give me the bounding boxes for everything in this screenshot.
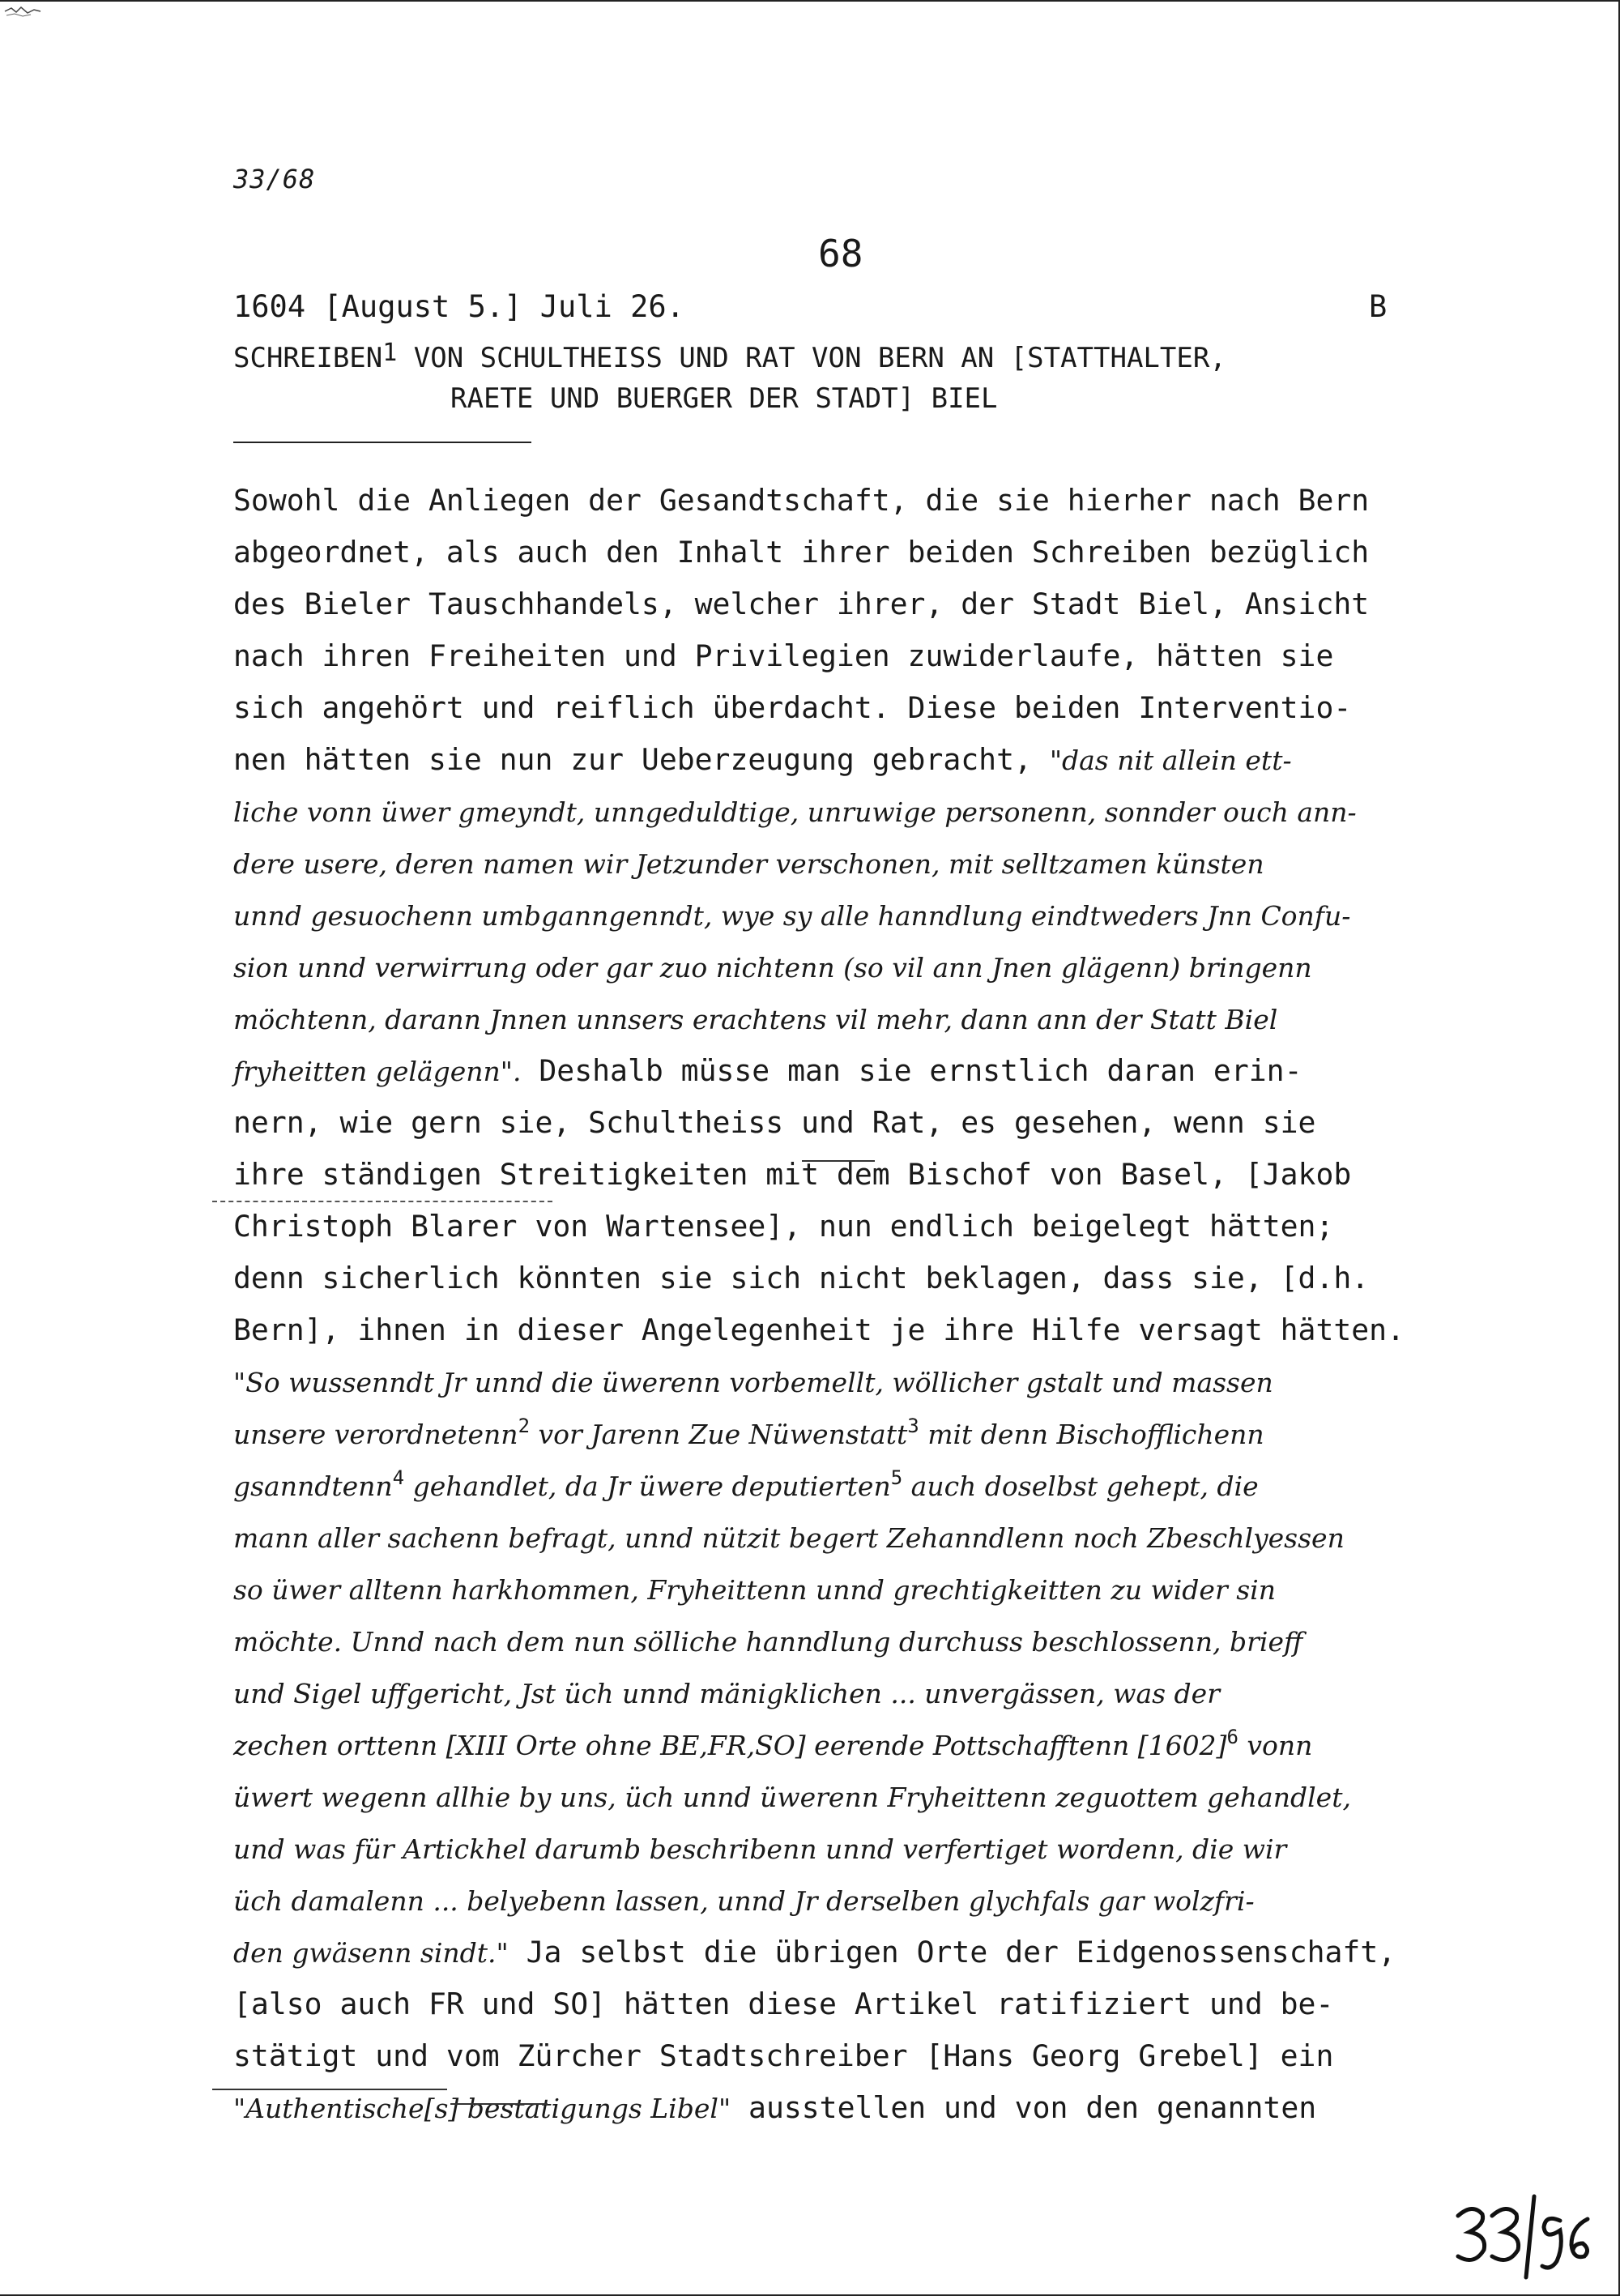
body-line: [233, 1978, 1578, 2030]
quoted-source-text: unsere verordnetenn: [233, 1419, 518, 1450]
heading-line-2: RAETE UND BUERGER DER STADT] BIEL: [450, 382, 998, 415]
scan-corner-mark: [3, 3, 42, 19]
quoted-source-text: und was für Artickhel darumb beschribenn unnd verfertiget wordenn, die wir: [233, 1833, 1287, 1865]
body-text-segment: nen hätten sie nun zur Ueberzeugung gebracht,: [233, 742, 1050, 777]
quoted-source-text: gsanndtenn: [233, 1470, 393, 1502]
body-line: [233, 734, 1578, 786]
footnote-ref: 2: [518, 1415, 531, 1437]
handwritten-page-number: [1450, 2191, 1596, 2281]
body-line: [233, 1719, 1578, 1771]
body-line: [233, 838, 1578, 890]
body-text-segment: Ja selbst die übrigen Orte der Eidgenossenschaft,: [508, 1935, 1396, 1970]
body-line: [233, 2030, 1578, 2082]
body-text-segment: sich angehört und reiflich überdacht. Diese beiden Interventio-: [233, 690, 1352, 725]
archive-reference: 33/68: [233, 164, 316, 194]
footnote-ref: 1: [382, 339, 398, 367]
body-line: [233, 1149, 1578, 1201]
body-text-segment: Sowohl die Anliegen der Gesandtschaft, die sie hierher nach Bern: [233, 483, 1370, 518]
quoted-source-text: dere usere, deren namen wir Jetzunder verschonen, mit selltzamen künsten: [233, 848, 1264, 880]
quoted-source-text: mit denn Bischofflichenn: [919, 1419, 1264, 1450]
body-text: [233, 475, 1578, 2134]
body-line: [233, 786, 1578, 838]
body-line: [233, 630, 1578, 682]
edition-marker: B: [1369, 289, 1388, 324]
document-heading: [233, 339, 1448, 418]
quoted-source-text: den gwäsenn sindt.": [233, 1937, 509, 1969]
body-line: [233, 1823, 1578, 1875]
body-text-segment: nach ihren Freiheiten und Privilegien zuwiderlaufe, hätten sie: [233, 638, 1334, 673]
body-line: [233, 993, 1578, 1045]
body-text-segment: nern, wie gern sie, Schultheiss und Rat, es gesehen, wenn sie: [233, 1105, 1316, 1140]
quoted-source-text: liche vonn üwer gmeyndt, unngeduldtige, unruwige personenn, sonnder ouch ann-: [233, 796, 1357, 828]
heading-rule: [233, 442, 531, 443]
body-line: [233, 1097, 1578, 1149]
body-line: [233, 1771, 1578, 1823]
quoted-source-text: üwert wegenn allhie by uns, üch unnd üwerenn Fryheittenn zeguottem gehandlet,: [233, 1782, 1351, 1813]
body-line: [233, 1408, 1578, 1460]
document-date: 1604 [August 5.] Juli 26.: [233, 289, 684, 324]
body-text-segment: Bern], ihnen in dieser Angelegenheit je ihre Hilfe versagt hätten.: [233, 1312, 1405, 1347]
body-line: [233, 890, 1578, 941]
body-line: [233, 1927, 1578, 1978]
page-number: 68: [818, 232, 863, 275]
footnote-ref: 4: [392, 1466, 405, 1489]
quoted-source-text: gehandlet, da Jr üwere deputierten: [404, 1470, 891, 1502]
body-line: [233, 682, 1578, 734]
scan-artifact-stroke: [212, 1201, 552, 1202]
body-line: [233, 1875, 1578, 1927]
heading-line-1: SCHREIBEN$^1$ VON SCHULTHEISS UND RAT VON BERN AN [STATTHALTER,: [233, 339, 1226, 374]
body-text-segment: ausstellen und von den genannten: [731, 2090, 1317, 2125]
quoted-source-text: "Authentische[s] bestatigungs Libel": [233, 2093, 731, 2124]
quoted-source-text: vor Jarenn Zue Nüwenstatt: [530, 1419, 908, 1450]
footnote-ref: 5: [890, 1466, 903, 1489]
body-line: [233, 578, 1578, 630]
body-line: [233, 1356, 1578, 1408]
body-line: [233, 475, 1578, 527]
footnote-ref: 6: [1226, 1726, 1238, 1748]
body-line: [233, 1564, 1578, 1615]
quoted-source-text: so üwer alltenn harkhommen, Fryheittenn unnd grechtigkeitten zu wider sin: [233, 1574, 1276, 1606]
body-line: [233, 1460, 1578, 1512]
body-line: [233, 1201, 1578, 1253]
quoted-source-text: fryheitten gelägenn".: [233, 1056, 522, 1087]
body-text-segment: [also auch FR und SO] hätten diese Artikel ratifiziert und be-: [233, 1987, 1334, 2021]
date-line: [233, 289, 1400, 330]
body-text-segment: abgeordnet, als auch den Inhalt ihrer beiden Schreiben bezüglich: [233, 535, 1370, 570]
body-text-segment: stätigt und vom Zürcher Stadtschreiber [Hans Georg Grebel] ein: [233, 2038, 1334, 2073]
body-line: [233, 1667, 1578, 1719]
quoted-source-text: unnd gesuochenn umbganngenndt, wye sy alle hanndlung eindtweders Jnn Confu-: [233, 900, 1351, 932]
body-text-segment: des Bieler Tauschhandels, welcher ihrer, der Stadt Biel, Ansicht: [233, 587, 1370, 621]
scan-artifact-stroke: [212, 2089, 447, 2090]
body-text-segment: Christoph Blarer von Wartensee], nun endlich beigelegt hätten;: [233, 1209, 1334, 1244]
body-text-segment: denn sicherlich könnten sie sich nicht beklagen, dass sie, [d.h.: [233, 1261, 1370, 1295]
quoted-source-text: zechen orttenn [XIII Orte ohne BE,FR,SO] eerende Pottschafftenn [1602]: [233, 1730, 1227, 1761]
quoted-source-text: "das nit allein ett-: [1049, 745, 1292, 776]
footnote-ref: 3: [907, 1415, 919, 1437]
quoted-source-text: "So wussenndt Jr unnd die üwerenn vorbemellt, wöllicher gstalt und massen: [233, 1367, 1273, 1398]
quoted-source-text: vonn: [1238, 1730, 1313, 1761]
body-text-segment: Deshalb müsse man sie ernstlich daran erin-: [521, 1053, 1302, 1088]
body-line: [233, 941, 1578, 993]
body-line: [233, 1615, 1578, 1667]
quoted-source-text: möchtenn, darann Jnnen unnsers erachtens vil mehr, dann ann der Statt Biel: [233, 1004, 1278, 1035]
body-line: [233, 527, 1578, 578]
quoted-source-text: auch doselbst gehept, die: [902, 1470, 1259, 1502]
body-line: [233, 1304, 1578, 1356]
quoted-source-text: üch damalenn ... belyebenn lassen, unnd Jr derselben glychfals gar wolzfri-: [233, 1885, 1255, 1917]
body-line: [233, 1253, 1578, 1304]
scan-artifact-stroke: [802, 1160, 875, 1162]
quoted-source-text: und Sigel uffgericht, Jst üch unnd mänigklichen ... unvergässen, was der: [233, 1678, 1220, 1709]
quoted-source-text: möchte. Unnd nach dem nun sölliche hanndlung durchuss beschlossenn, brieff: [233, 1626, 1303, 1658]
quoted-source-text: sion unnd verwirrung oder gar zuo nichtenn (so vil ann Jnen glägenn) bringenn: [233, 952, 1312, 984]
body-line: [233, 1045, 1578, 1097]
body-line: [233, 1512, 1578, 1564]
scan-artifact-stroke: [450, 2103, 548, 2105]
body-text-segment: ihre ständigen Streitigkeiten mit dem Bischof von Basel, [Jakob: [233, 1157, 1352, 1192]
quoted-source-text: mann aller sachenn befragt, unnd nützit begert Zehanndlenn noch Zbeschlyessen: [233, 1522, 1345, 1554]
